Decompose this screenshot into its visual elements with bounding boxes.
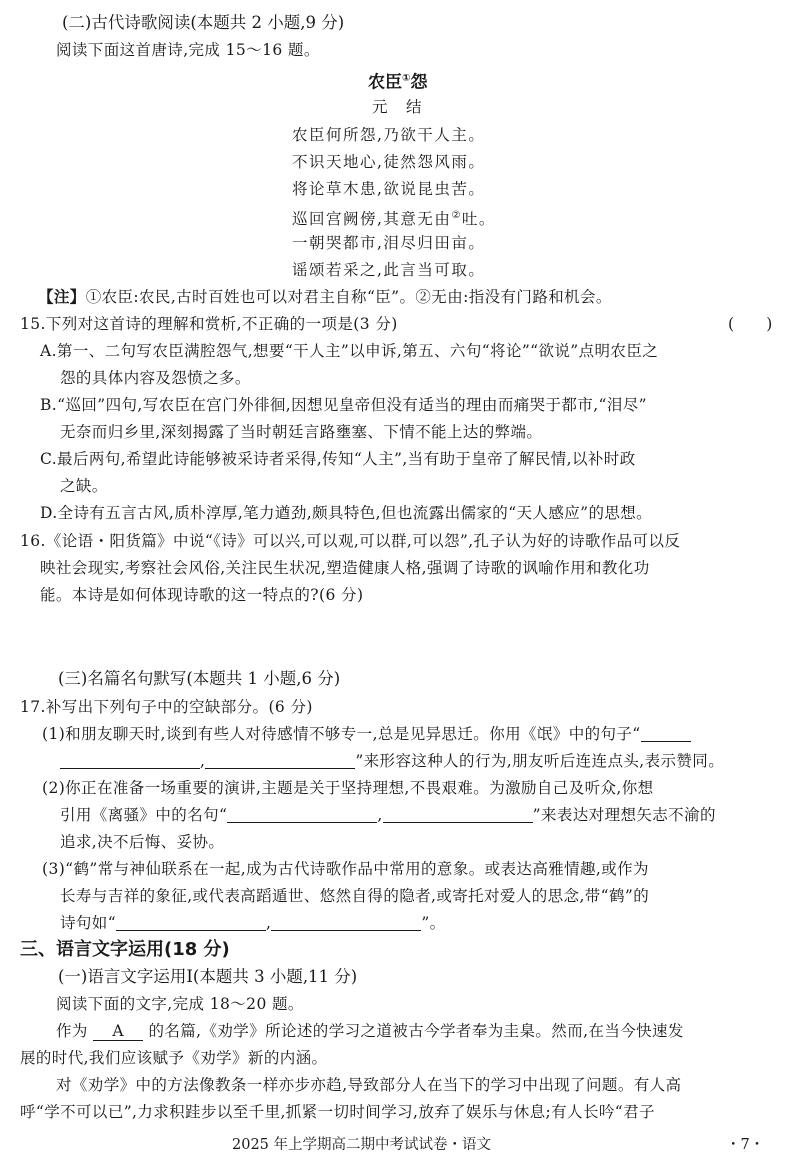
q17-part2: (2)你正在准备一场重要的演讲,主题是关于坚持理想,不畏艰难。为激励自己及听众,你想 (42, 779, 654, 797)
page-number: ・7・ (726, 1137, 765, 1153)
q17-part1-cont (60, 750, 724, 772)
answer-blank[interactable] (116, 914, 266, 931)
passage-line: 对《劝学》中的方法像教条一样亦步亦趋,导致部分人在当下的学习中出现了问题。有人高 (56, 1076, 682, 1094)
q17-part3-cont: 长寿与吉祥的象征,或代表高蹈遁世、悠然自得的隐者,或寄托对爱人的思念,带“鹤”的 (60, 887, 650, 905)
part-heading-language-use: 三、语言文字运用(18 分) (20, 939, 230, 960)
passage-text: 作为 (56, 1022, 88, 1040)
option-c-cont: 之缺。 (60, 477, 108, 495)
question-16-line: 16.《论语・阳货篇》中说“《诗》可以兴,可以观,可以群,可以怨”,孔子认为好的诗歌作品可以反 (20, 532, 681, 550)
q17-part2-head: 引用《离骚》中的名句“ (60, 806, 228, 824)
q17-part2-end: 追求,决不后悔、妥协。 (60, 833, 225, 851)
answer-blank[interactable] (641, 725, 691, 742)
q17-part3-tail: ”。 (421, 914, 446, 932)
question-16-line: 能。本诗是如何体现诗歌的这一特点的?(6 分) (40, 586, 364, 604)
subsection-heading: (一)语言文字运用Ⅰ(本题共 3 小题,11 分) (58, 967, 358, 986)
poem-line-tail: 吐。 (461, 210, 496, 229)
passage-line: 呼“学不可以已”,力求积跬步以至千里,抓紧一切时间学习,放弃了娱乐与休息;有人长吟“君子 (20, 1103, 655, 1121)
poem-author: 元 结 (372, 98, 424, 116)
option-a: A.第一、二句写农臣满腔怨气,想要“干人主”以申诉,第五、六句“将论”“欲说”点明农臣之 (40, 342, 659, 360)
passage-line (56, 1020, 684, 1042)
question-16-line: 映社会现实,考察社会风俗,关注民生状况,塑造健康人格,强调了诗歌的讽喻作用和教化功 (40, 559, 650, 577)
option-b-cont: 无奈而归乡里,深刻揭露了当时朝廷言路壅塞、下情不能上达的弊端。 (60, 423, 543, 441)
q17-part3: (3)“鹤”常与神仙联系在一起,成为古代诗歌作品中常用的意象。或表达高雅情趣,或作为 (42, 860, 649, 878)
poem-line: 农臣何所怨,乃欲干人主。 (292, 126, 486, 144)
answer-paren: ( ) (728, 315, 773, 333)
q17-part1-tail: ”来形容这种人的行为,朋友听后连连点头,表示赞同。 (355, 752, 725, 770)
poetry-instruction: 阅读下面这首唐诗,完成 15～16 题。 (56, 41, 320, 59)
option-b: B.“巡回”四句,写农臣在宫门外徘徊,因想见皇帝但没有适当的理由而痛哭于都市,“泪尽” (40, 396, 647, 414)
poem-title (368, 68, 427, 94)
poem-line-text: 巡回宫阙傍,其意无由 (292, 210, 452, 229)
question-17-stem: 17.补写出下列句子中的空缺部分。(6 分) (20, 698, 313, 716)
poem-title-footnote-mark: ① (402, 73, 411, 84)
answer-blank[interactable] (227, 806, 377, 823)
passage-text: 的名篇,《劝学》所论述的学习之道被古今学者奉为圭臬。然而,在当今快速发 (148, 1022, 684, 1040)
footer-title: 2025 年上学期高二期中考试试卷・语文 (232, 1137, 492, 1153)
poem-footnote-mark: ② (451, 210, 462, 221)
section-heading-recitation: (三)名篇名句默写(本题共 1 小题,6 分) (58, 669, 341, 688)
answer-blank[interactable] (205, 752, 355, 769)
option-a-cont: 怨的具体内容及怨愤之多。 (60, 369, 251, 387)
poem-title-tail: 怨 (410, 72, 428, 93)
question-15-stem: 15.下列对这首诗的理解和赏析,不正确的一项是(3 分) (20, 315, 398, 333)
option-d: D.全诗有五言古风,质朴淳厚,笔力遒劲,颇具特色,但也流露出儒家的“天人感应”的思想。 (40, 504, 653, 522)
blank-separator: , (266, 914, 272, 932)
poem-line: 谣颂若采之,此言当可取。 (292, 261, 486, 279)
poem-line (292, 205, 496, 230)
poem-line: 不识天地心,徒然怨风雨。 (292, 153, 486, 171)
note-label: 【注】 (38, 287, 86, 306)
q17-part3-end (60, 912, 446, 934)
q17-part1-text: (1)和朋友聊天时,谈到有些人对待感情不够专一,总是见异思迁。你用《氓》中的句子“ (42, 725, 641, 743)
q17-part2-cont (60, 804, 716, 826)
section-heading-poetry: (二)古代诗歌阅读(本题共 2 小题,9 分) (62, 13, 345, 32)
poem-title-text: 农臣 (368, 72, 402, 93)
option-c: C.最后两句,希望此诗能够被采诗者采得,传知“人主”,当有助于皇帝了解民情,以补时政 (40, 450, 636, 468)
answer-blank[interactable] (383, 806, 533, 823)
note-text: ①农臣:农民,古时百姓也可以对君主自称“臣”。②无由:指没有门路和机会。 (85, 288, 612, 306)
poem-note (38, 286, 612, 308)
poem-line: 将论草木患,欲说昆虫苦。 (292, 180, 486, 198)
q17-part2-tail: ”来表达对理想矢志不渝的 (532, 806, 716, 824)
answer-blank[interactable] (271, 914, 421, 931)
poem-line: 一朝哭都市,泪尽归田亩。 (292, 234, 486, 252)
blank-a[interactable]: A (93, 1020, 143, 1041)
blank-separator: , (200, 752, 206, 770)
q17-part1 (42, 723, 691, 745)
language-instruction: 阅读下面的文字,完成 18～20 题。 (56, 995, 304, 1013)
answer-blank[interactable] (60, 752, 200, 769)
blank-separator: , (377, 806, 383, 824)
q17-part3-head: 诗句如“ (60, 914, 117, 932)
passage-line: 展的时代,我们应该赋予《劝学》新的内涵。 (20, 1049, 328, 1067)
